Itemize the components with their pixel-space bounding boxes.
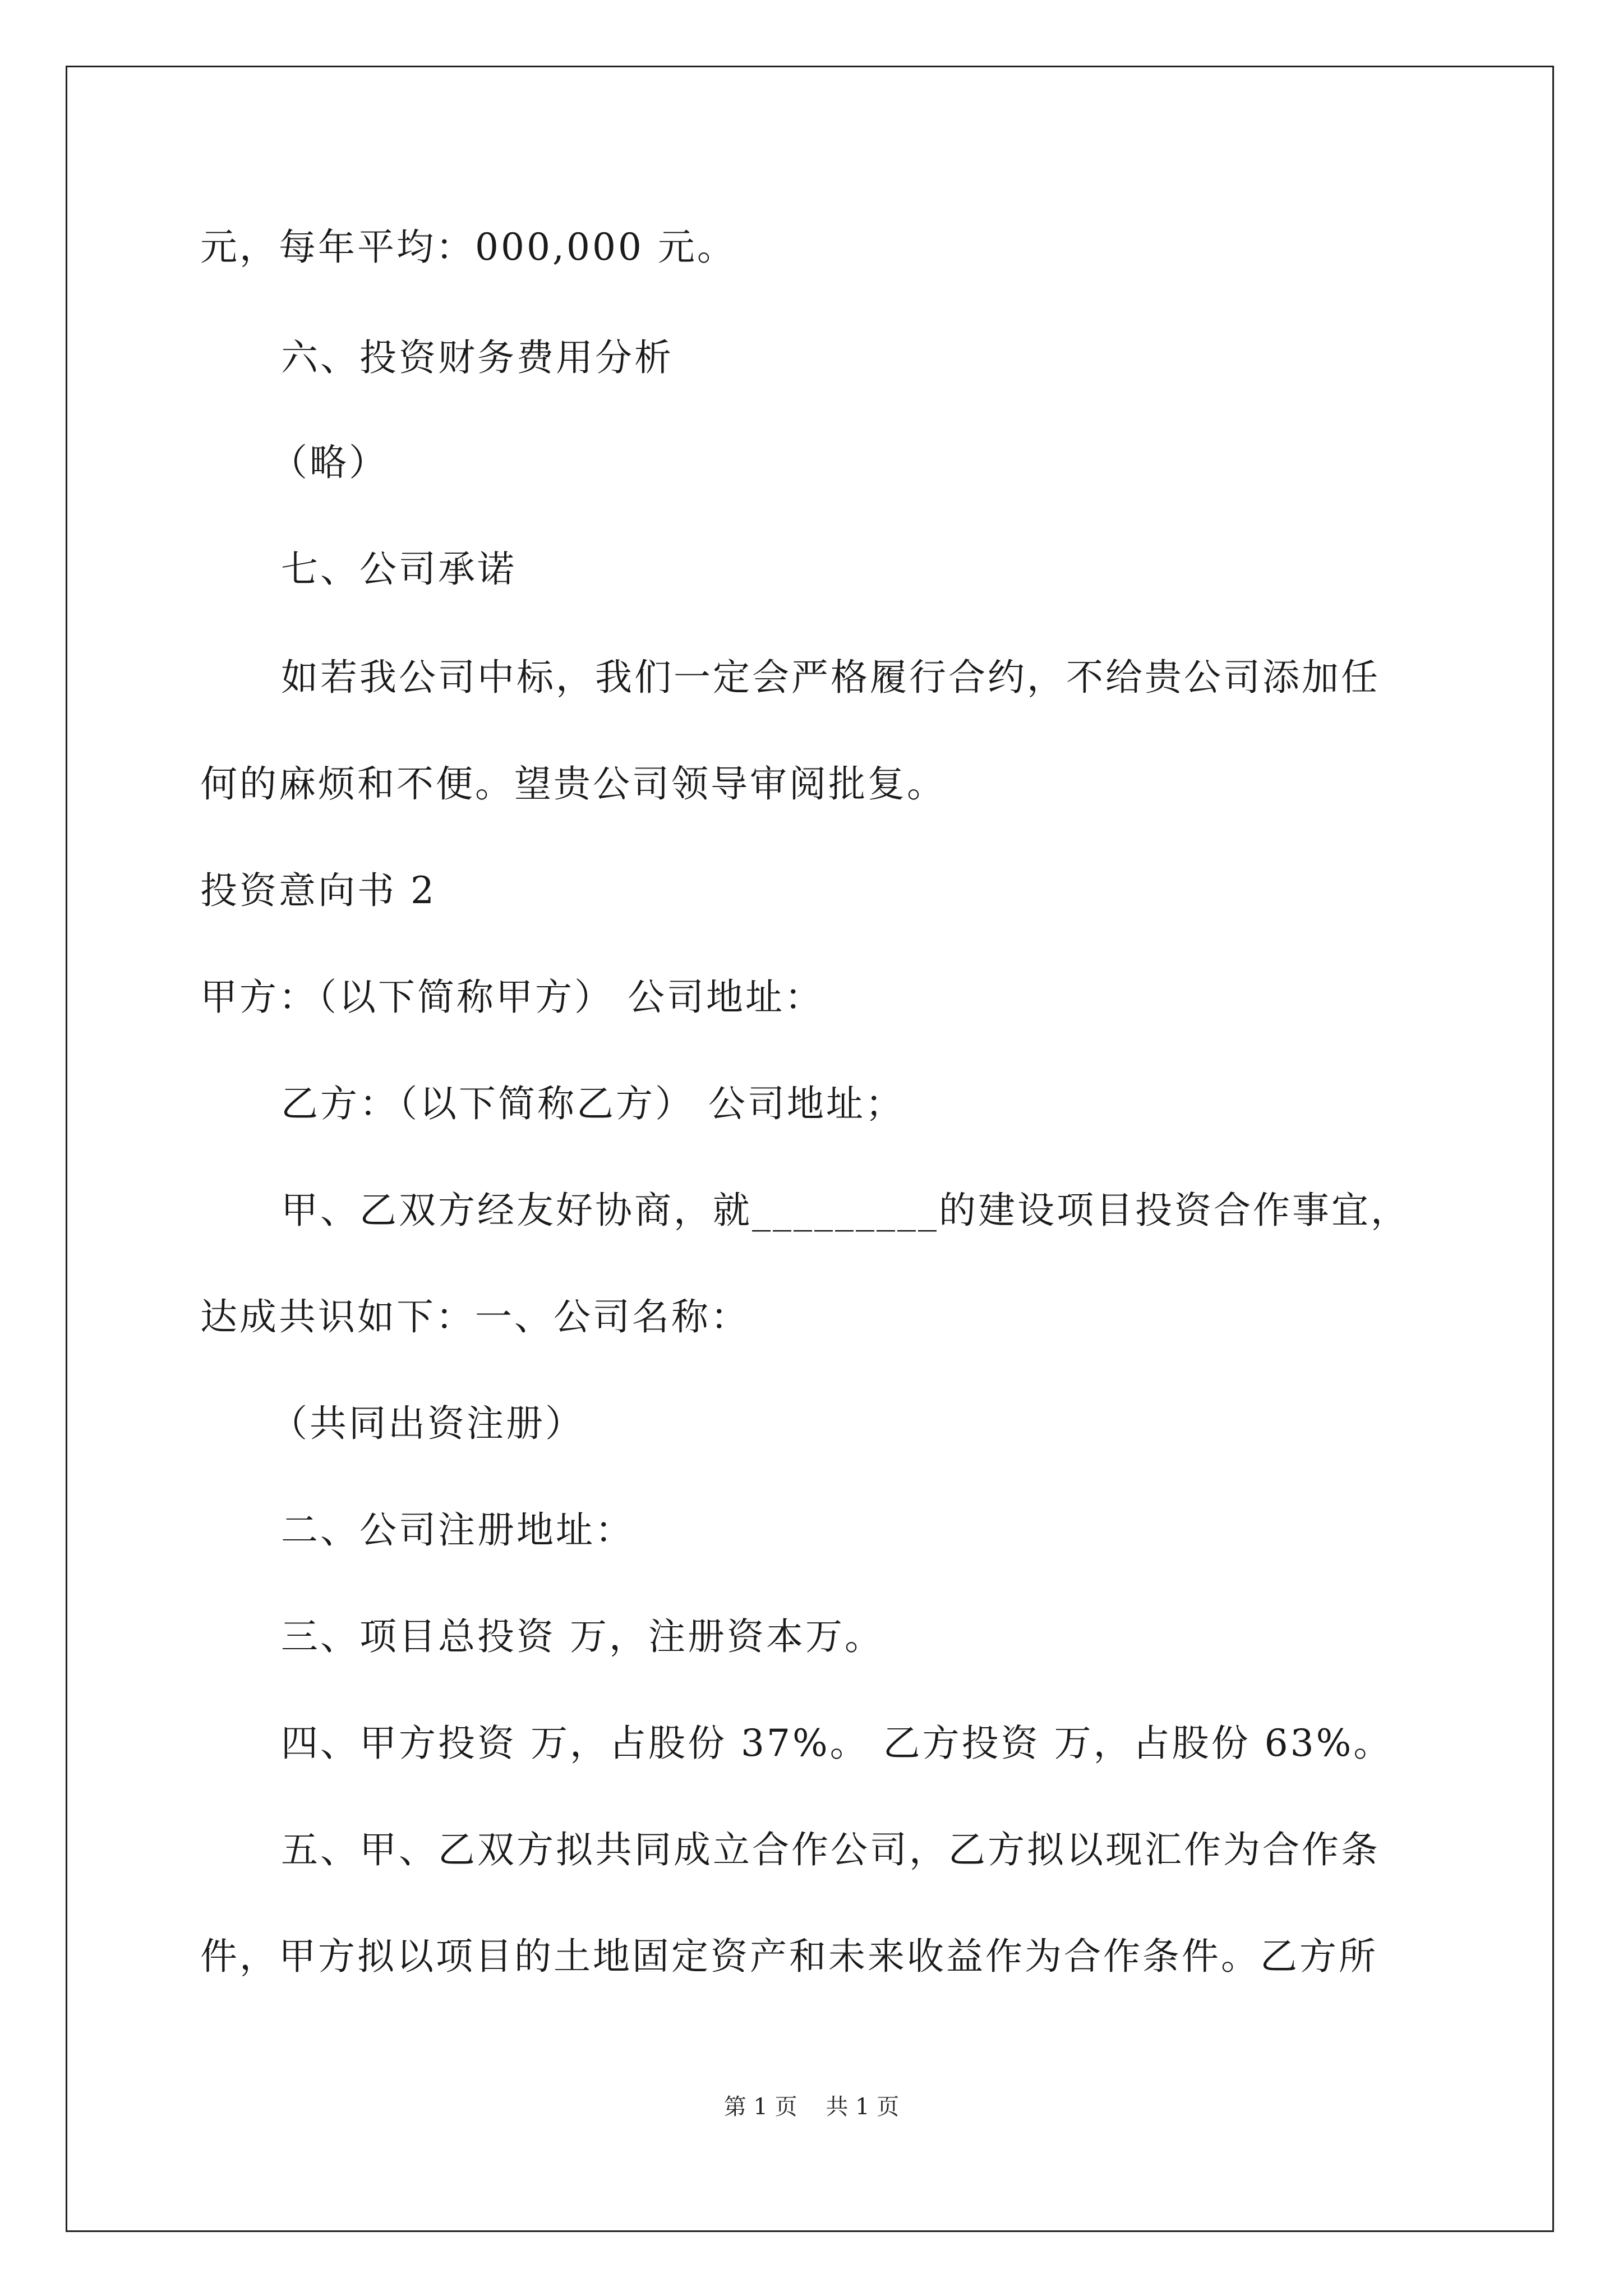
paragraph-line: （共同出资注册） [270, 1402, 584, 1445]
paragraph-line: 甲、乙双方经友好协商，就_________的建设项目投资合作事宜， [281, 1189, 1410, 1232]
clause-2: 二、公司注册地址： [281, 1508, 634, 1552]
document-title-2: 投资意向书 2 [200, 869, 436, 912]
clause-3: 三、项目总投资 万，注册资本万。 [281, 1615, 884, 1658]
clause-4: 四、甲方投资 万，占股份 37%。 乙方投资 万，占股份 63%。 [281, 1722, 1393, 1765]
text-line-omitted: （略） [270, 441, 388, 484]
section-heading-6: 六、投资财务费用分析 [281, 336, 674, 379]
page-border [66, 66, 1554, 2232]
party-b-line: 乙方：（以下简称乙方） 公司地址； [281, 1082, 905, 1125]
section-heading-7: 七、公司承诺 [281, 547, 517, 591]
paragraph-line: 如若我公司中标，我们一定会严格履行合约，不给贵公司添加任 [281, 656, 1380, 699]
party-a-line: 甲方：（以下简称甲方） 公司地址： [200, 976, 824, 1019]
paragraph-line: 何的麻烦和不便。望贵公司领导审阅批复。 [200, 762, 946, 806]
page-footer: 第 1 页 共 1 页 [723, 2094, 900, 2120]
clause-5: 五、甲、乙双方拟共同成立合作公司，乙方拟以现汇作为合作条 [281, 1828, 1380, 1871]
paragraph-line: 达成共识如下：一、公司名称： [200, 1295, 750, 1338]
paragraph-line: 件，甲方拟以项目的土地固定资产和未来收益作为合作条件。乙方所 [200, 1935, 1378, 1978]
text-line-1: 元，每年平均：000,000 元。 [200, 226, 736, 269]
